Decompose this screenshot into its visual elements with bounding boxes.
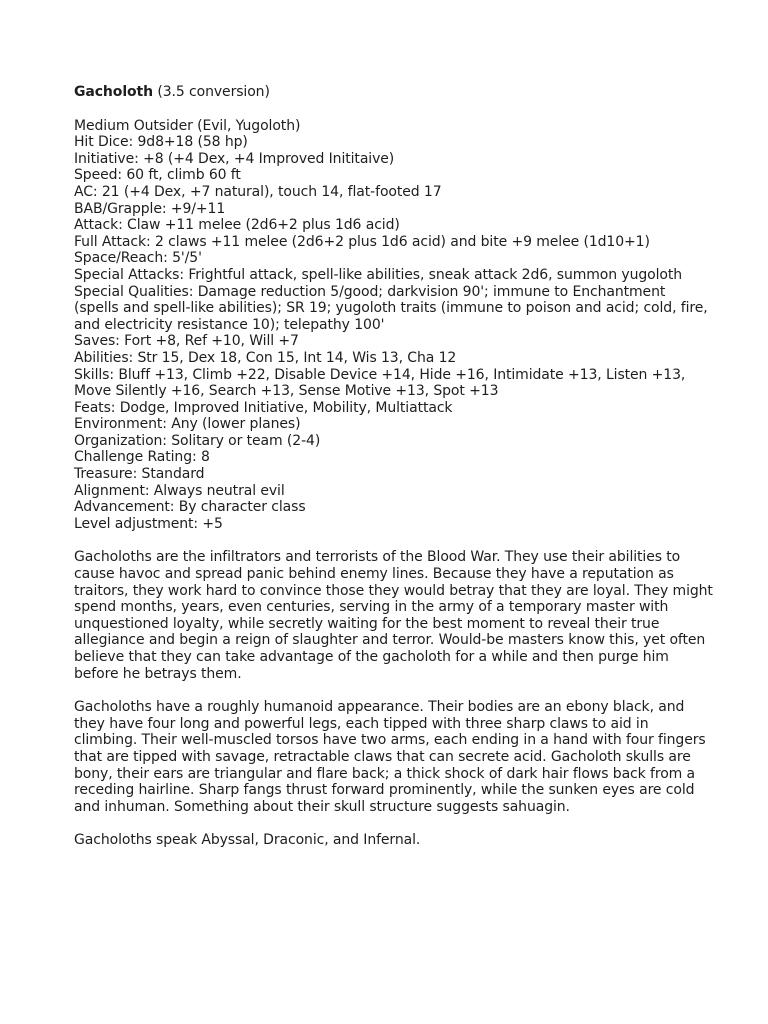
stat-advancement: Advancement: By character class [74,499,306,516]
stat-speed: Speed: 60 ft, climb 60 ft [74,167,241,184]
stat-saves: Saves: Fort +8, Ref +10, Will +7 [74,333,299,350]
stat-challenge-rating: Challenge Rating: 8 [74,449,210,466]
title-note: (3.5 conversion) [157,84,270,100]
document-page [74,84,714,849]
stat-treasure: Treasure: Standard [74,466,205,483]
stat-special-qualities: Special Qualities: Damage reduction 5/good; darkvision 90'; immune to Enchantment (spells and spell-like abilities); SR 19; yugoloth traits (immune to poison and acid; cold, fire, and electricity resistance 10); telepathy 100' [74,283,708,333]
stat-bab-grapple: BAB/Grapple: +9/+11 [74,200,226,217]
stat-organization: Organization: Solitary or team (2-4) [74,432,321,449]
stat-full-attack: Full Attack: 2 claws +11 melee (2d6+2 plus 1d6 acid) and bite +9 melee (1d10+1) [74,233,650,250]
paragraph-appearance: Gacholoths have a roughly humanoid appearance. Their bodies are an ebony black, and they have four long and powerful legs, each tipped with three sharp claws to aid in climbing. Their well-muscled torsos have two arms, each ending in a hand with four fingers that are tipped with savage, retractable claws that can secrete acid. Gacholoth skulls are bony, their ears are triangular and flare back; a thick shock of dark hair flows back from a receding hairline. Sharp fangs thrust forward prominently, while the sunken eyes are cold and inhuman. Something about their skull structure suggests sahuagin. [74,699,706,815]
stat-block [74,118,714,533]
stat-alignment: Alignment: Always neutral evil [74,482,285,499]
stat-skills: Skills: Bluff +13, Climb +22, Disable Device +14, Hide +16, Intimidate +13, Listen +13, Move Silently +16, Search +13, Sense Motive +13, Spot +13 [74,366,686,400]
paragraph-languages: Gacholoths speak Abyssal, Draconic, and Infernal. [74,832,421,849]
stat-environment: Environment: Any (lower planes) [74,416,301,433]
stat-space-reach: Space/Reach: 5'/5' [74,250,202,267]
document-title [74,84,714,101]
title-name: Gacholoth [74,84,153,100]
paragraph-role: Gacholoths are the infiltrators and terrorists of the Blood War. They use their abilities to cause havoc and spread panic behind enemy lines. Because they have a reputation as traitors, they work hard to convince those they would betray that they are loyal. They might spend months, years, even centuries, serving in the army of a temporary master with unquestioned loyalty, while secretly waiting for the best moment to reveal their true allegiance and begin a reign of slaughter and terror. Would-be masters know this, yet often believe that they can take advantage of the gacholoth for a while and then purge him before he betrays them. [74,549,713,682]
stat-hit-dice: Hit Dice: 9d8+18 (58 hp) [74,134,248,151]
stat-ac: AC: 21 (+4 Dex, +7 natural), touch 14, flat-footed 17 [74,183,442,200]
stat-special-attacks: Special Attacks: Frightful attack, spell-like abilities, sneak attack 2d6, summon yugoloth [74,266,683,283]
stat-type: Medium Outsider (Evil, Yugoloth) [74,117,301,134]
stat-feats: Feats: Dodge, Improved Initiative, Mobility, Multiattack [74,399,453,416]
stat-initiative: Initiative: +8 (+4 Dex, +4 Improved Inititaive) [74,150,395,167]
stat-attack: Attack: Claw +11 melee (2d6+2 plus 1d6 acid) [74,217,400,234]
stat-abilities: Abilities: Str 15, Dex 18, Con 15, Int 14, Wis 13, Cha 12 [74,349,457,366]
stat-level-adjustment: Level adjustment: +5 [74,515,223,532]
